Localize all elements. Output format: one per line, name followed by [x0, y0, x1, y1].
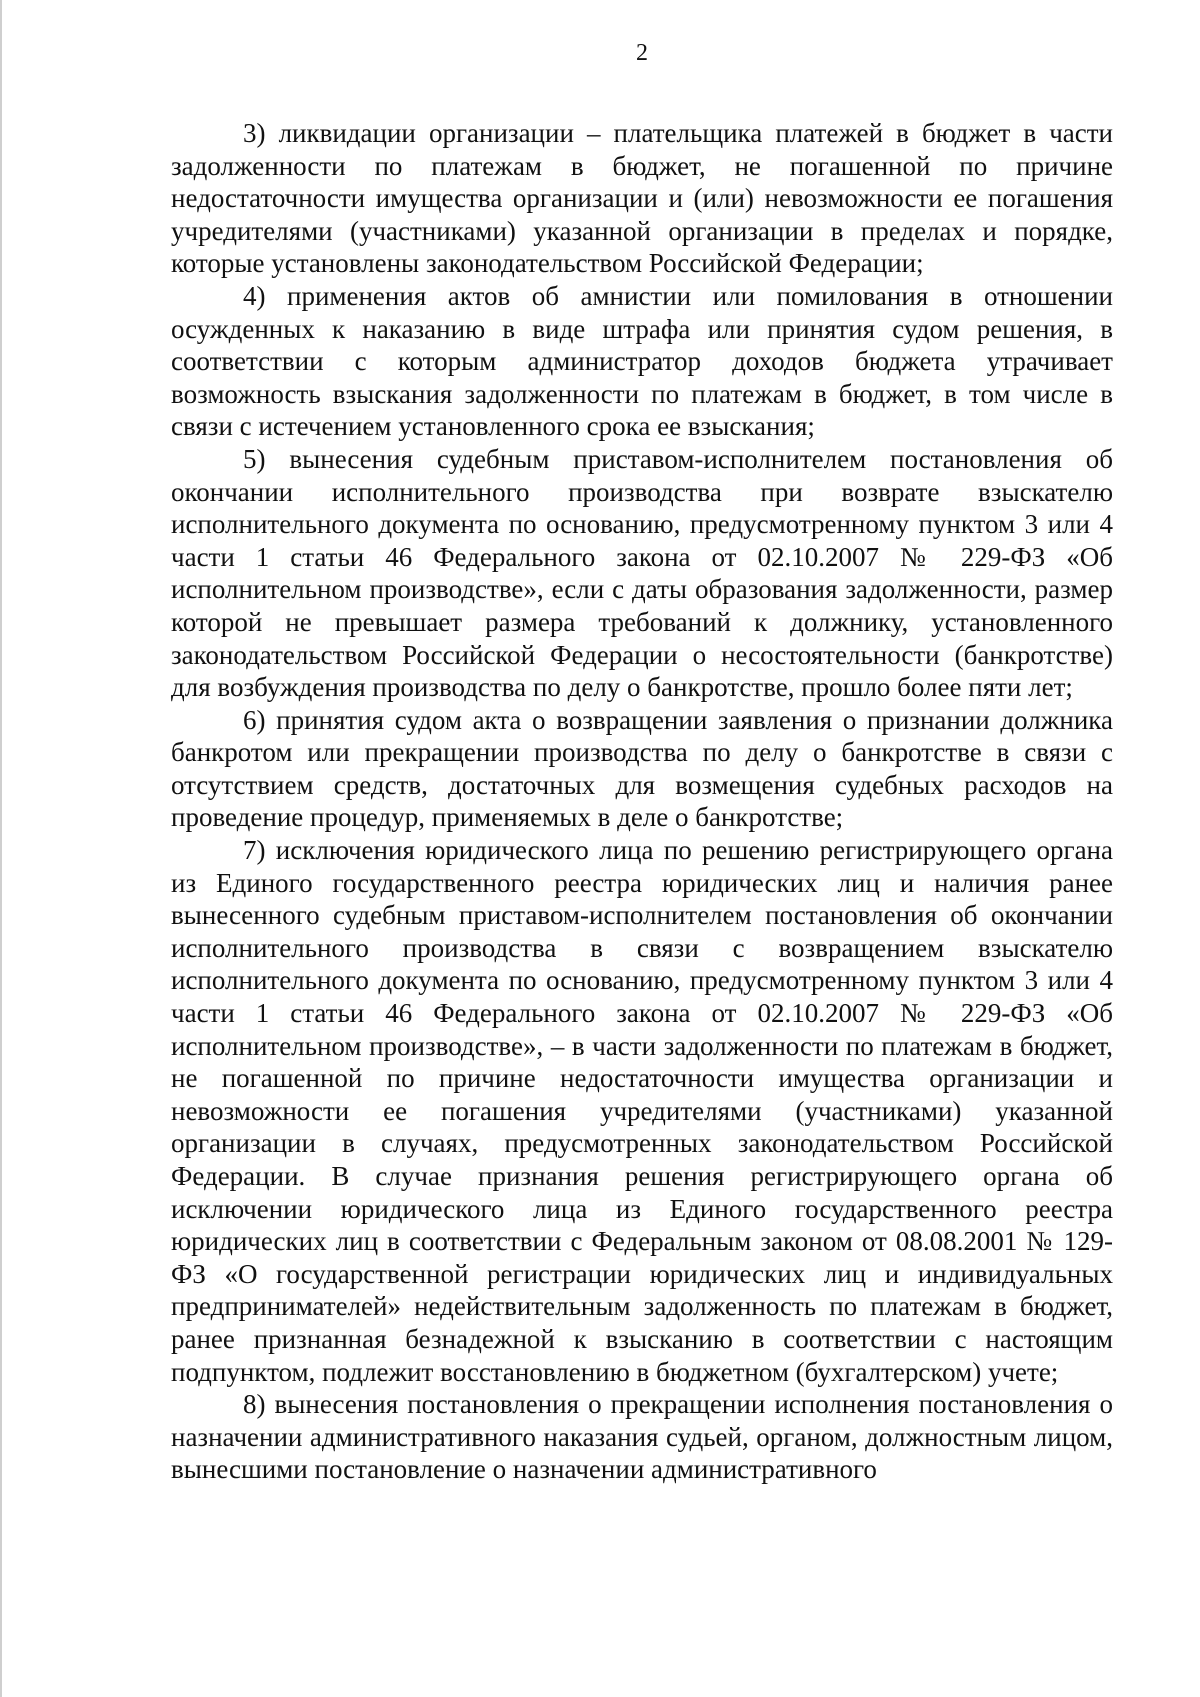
document-body: [171, 117, 1113, 1486]
paragraph-item-4: 4) применения актов об амнистии или помилования в отношении осужденных к наказанию в виде штрафа или принятия судом решения, в соответствии с которым администратор доходов бюджета утрачивает возможность взыскания задолженности по платежам в бюджет, в том числе в связи с истечением установленного срока ее взыскания;: [171, 280, 1113, 442]
paragraph-item-3: 3) ликвидации организации – плательщика платежей в бюджет в части задолженности по платежам в бюджет, не погашенной по причине недостаточности имущества организации и (или) невозможности ее погашения учредителями (участниками) указанной организации в пределах и порядке, которые установлены законодательством Российской Федерации;: [171, 118, 1113, 279]
paragraph-item-8: 8) вынесения постановления о прекращении исполнения постановления о назначении административного наказания судьей, органом, должностным лицом, вынесшими постановление о назначении административного: [171, 1389, 1113, 1485]
scan-edge-line: [0, 0, 2, 1697]
paragraph-item-5: 5) вынесения судебным приставом-исполнителем постановления об окончании исполнительного производства при возврате взыскателю исполнительного документа по основанию, предусмотренному пунктом 3 или 4 части 1 статьи 46 Федерального закона от 02.10.2007 № 229-ФЗ «Об исполнительном производстве», если с даты образования задолженности, размер которой не превышает размера требований к должнику, установленного законодательством Российской Федерации о несостоятельности (банкротстве) для возбуждения производства по делу о банкротстве, прошло более пяти лет;: [171, 443, 1113, 703]
paragraph-item-7: 7) исключения юридического лица по решению регистрирующего органа из Единого государственного реестра юридических лиц и наличия ранее вынесенного судебным приставом-исполнителем постановления об окончании исполнительного производства в связи с возвращением взыскателю исполнительного документа по основанию, предусмотренному пунктом 3 или 4 части 1 статьи 46 Федерального закона от 02.10.2007 № 229-ФЗ «Об исполнительном производстве», – в части задолженности по платежам в бюджет, не погашенной по причине недостаточности имущества организации и невозможности ее погашения учредителями (участниками) указанной организации в случаях, предусмотренных законодательством Российской Федерации. В случае признания решения регистрирующего органа об исключении юридического лица из Единого государственного реестра юридических лиц в соответствии с Федеральным законом от 08.08.2001 № 129-ФЗ «О государственной регистрации юридических лиц и индивидуальных предпринимателей» недействительным задолженность по платежам в бюджет, ранее признанная безнадежной к взысканию в соответствии с настоящим подпунктом, подлежит восстановлению в бюджетном (бухгалтерском) учете;: [171, 835, 1113, 1387]
page-number: 2: [636, 40, 648, 66]
paragraph-item-6: 6) принятия судом акта о возвращении заявления о признании должника банкротом или прекращении производства по делу о банкротстве в связи с отсутствием средств, достаточных для возмещения судебных расходов на проведение процедур, применяемых в деле о банкротстве;: [171, 704, 1113, 833]
